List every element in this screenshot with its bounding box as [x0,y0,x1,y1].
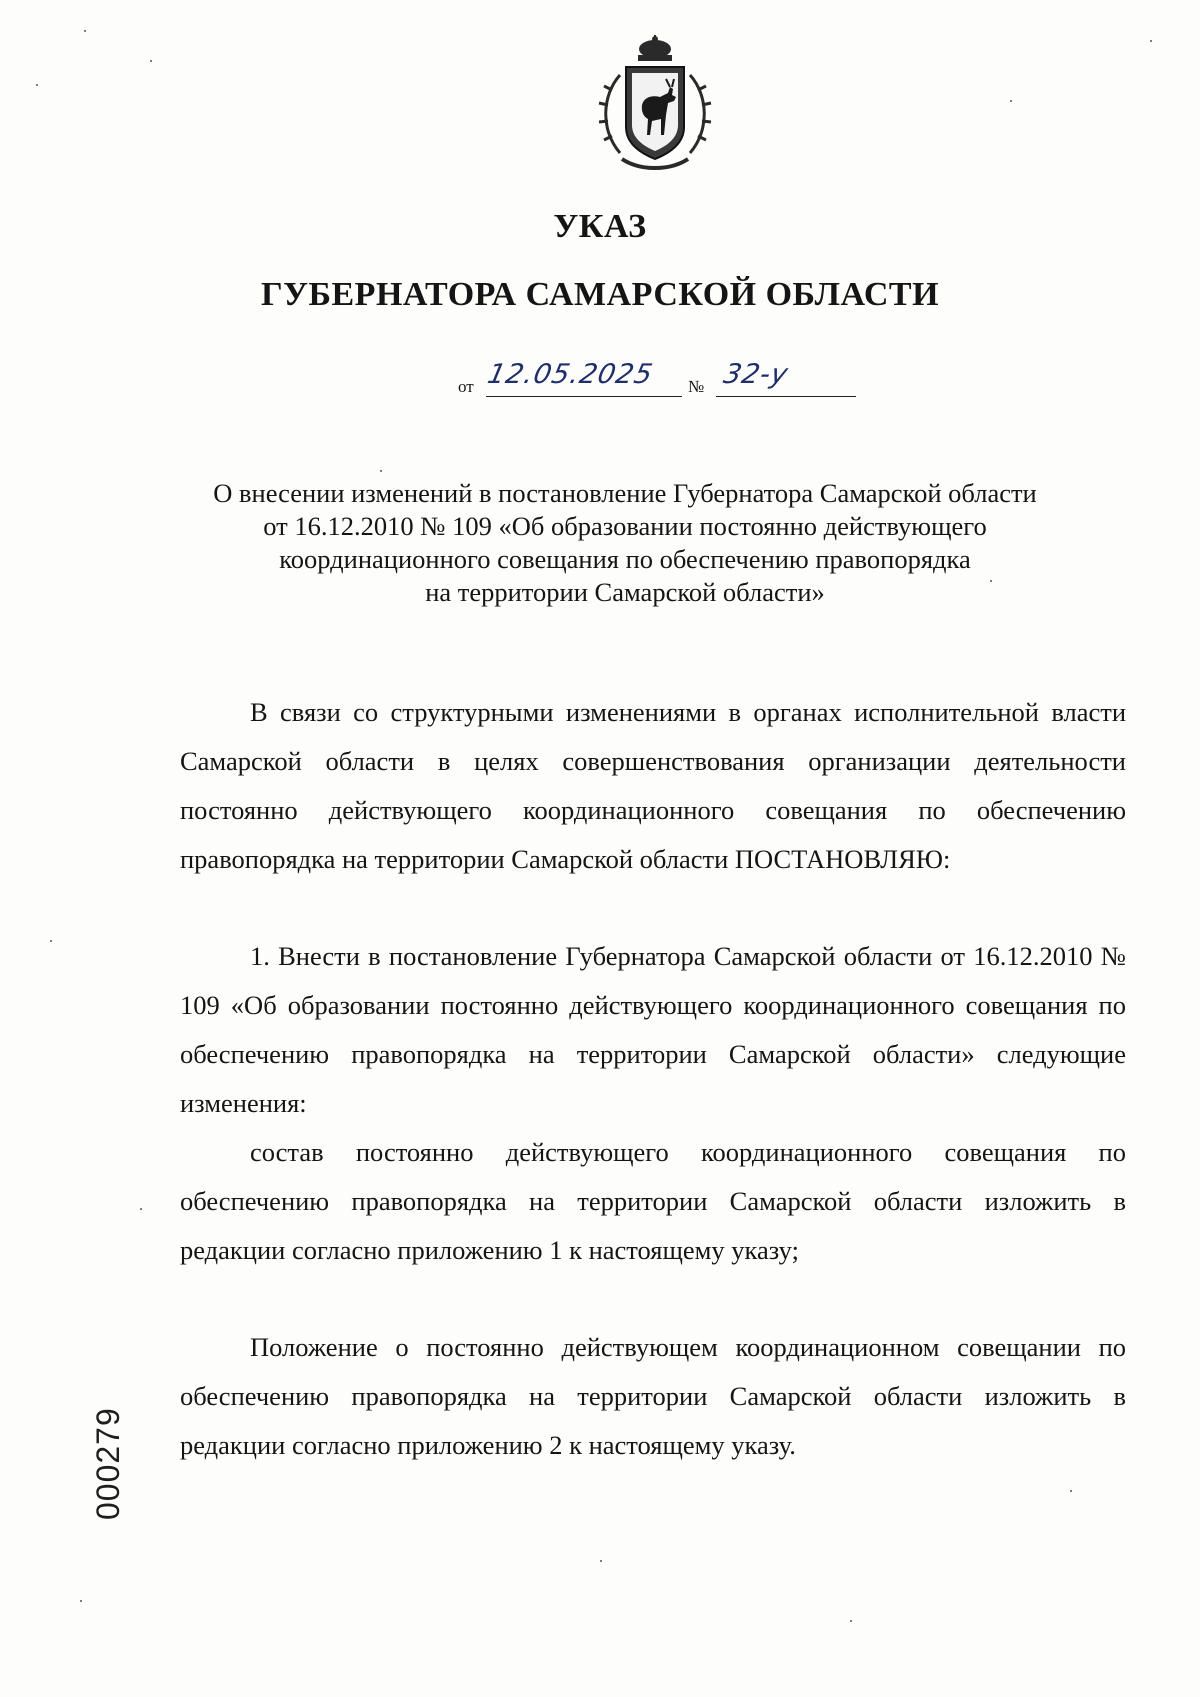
date-prefix: от [458,377,474,396]
subject-line: на территории Самарской области» [425,577,825,607]
item-1-paragraph: 1. Внести в постановление Губернатора Самарской области от 16.12.2010 № 109 «Об образовании постоянно действующего координационного совещания по обеспечению правопорядка на территории Самарской области» следующие изменения: [180,941,1126,1118]
subject-line: О внесении изменений в постановление Губернатора Самарской области [213,478,1037,508]
document-subtitle: ГУБЕРНАТОРА САМАРСКОЙ ОБЛАСТИ [260,276,940,313]
coat-of-arms-icon [590,35,720,175]
handwritten-number: 32-у [720,359,792,390]
intro-paragraph: В связи со структурными изменениями в органах исполнительной власти Самарской области в целях совершенствования организации деятельности постоянно действующего координационного совещания по обеспечению правопорядка на территории Самарской области ПОСТАНОВЛЯЮ: [180,697,1126,874]
subject-line: от 16.12.2010 № 109 «Об образовании постоянно действующего [263,511,987,541]
document-subject [150,477,1100,609]
handwritten-date: 12.05.2025 [484,359,656,390]
subject-line: координационного совещания по обеспечению правопорядка [279,544,971,574]
item-1b-paragraph: Положение о постоянно действующем координационном совещании по обеспечению правопорядка на территории Самарской области изложить в редакции согласно приложению 2 к настоящему указу. [180,1332,1126,1460]
date-underline [486,396,682,397]
date-number-line [458,359,858,403]
number-label: № [688,377,705,396]
item-1a-paragraph: состав постоянно действующего координационного совещания по обеспечению правопорядка на территории Самарской области изложить в редакции согласно приложению 1 к настоящему указу; [180,1137,1126,1265]
margin-serial-number: 000279 [90,1407,126,1520]
document-title: УКАЗ [553,208,647,245]
number-underline [716,396,856,397]
